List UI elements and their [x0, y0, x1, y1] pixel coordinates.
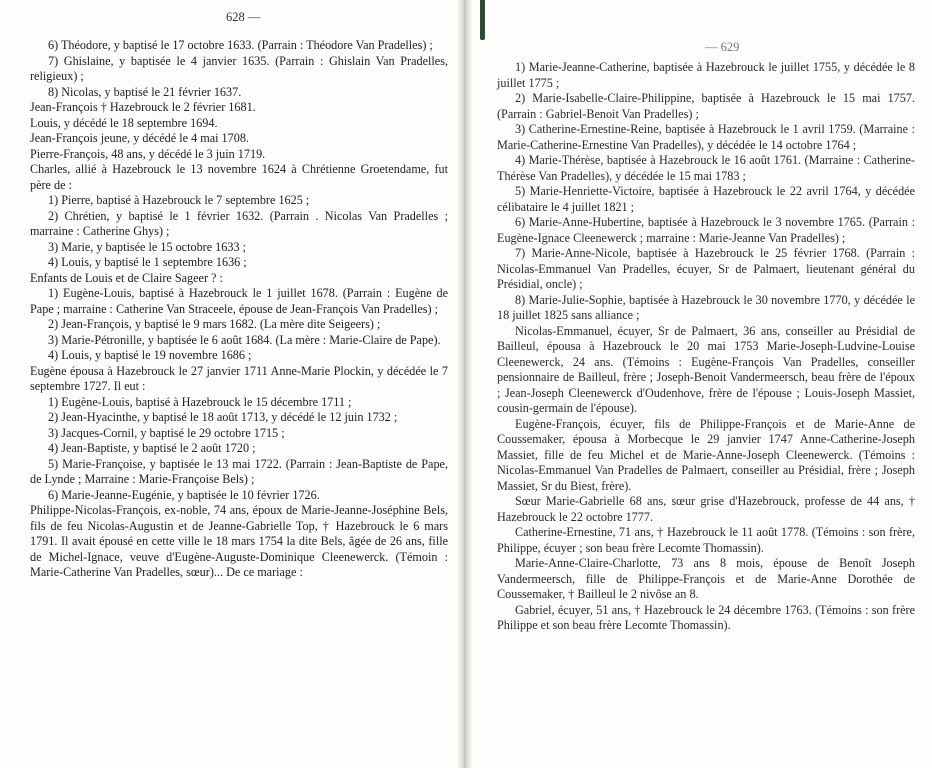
- paragraph: 6) Théodore, y baptisé le 17 octobre 1633. (Parrain : Théodore Van Pradelles) ;: [48, 38, 433, 52]
- paragraph: Sœur Marie-Gabrielle 68 ans, sœur grise d'Hazebrouck, professe de 44 ans, † Hazebrouck le 22 octobre 1777.: [497, 494, 915, 524]
- paragraph: 2) Jean-François, y baptisé le 9 mars 1682. (La mère dite Seigeers) ;: [48, 317, 381, 331]
- left-page-number: 628 —: [226, 10, 261, 24]
- paragraph: 2) Marie-Isabelle-Claire-Philippine, baptisée à Hazebrouck le 15 mai 1757. (Parrain : Gabriel-Benoit Van Pradelles) ;: [497, 91, 915, 121]
- paragraph: Eugène-François, écuyer, fils de Philippe-François et de Marie-Anne de Coussemaker, épousa à Morbecque le 29 janvier 1747 Anne-Catherine-Joseph Massiet, fille de feu Michel et de Marie-Anne-Joseph Cleenewerck. (Témoins : Nicolas-Emmanuel Van Pradelles de Palmaert, conseiller au Présidial, frère ; Joseph Massiet, Sr du Biest, frère).: [497, 416, 915, 493]
- paragraph: 8) Nicolas, y baptisé le 21 février 1637.: [48, 84, 242, 99]
- paragraph: Gabriel, écuyer, 51 ans, † Hazebrouck le 24 décembre 1763. (Témoins : son frère Philippe et son beau frère Lecomte Thomassin).: [497, 602, 915, 632]
- paragraph: 2) Chrétien, y baptisé le 1 février 1632. (Parrain . Nicolas Van Pradelles ; marraine : Catherine Ghys) ;: [30, 208, 448, 238]
- paragraph: 7) Marie-Anne-Nicole, baptisée à Hazebrouck le 25 février 1768. (Parrain : Nicolas-Emmanuel Van Pradelles, écuyer, Sr de Palmaert, lieutenant général du Présidial, oncle) ;: [497, 246, 915, 291]
- paragraph: 4) Marie-Thérèse, baptisée à Hazebrouck le 16 août 1761. (Marraine : Catherine-Thérèse Van Pradelles), y décédée le 15 mai 1783 ;: [497, 153, 915, 183]
- paragraph: Eugène épousa à Hazebrouck le 27 janvier 1711 Anne-Marie Plockin, y décédée le 7 septembre 1727. Il eut :: [30, 363, 448, 393]
- paragraph: 3) Catherine-Ernestine-Reine, baptisée à Hazebrouck le 1 avril 1759. (Marraine : Marie-Catherine-Ernestine Van Pradelles), y décédée le 14 octobre 1764 ;: [497, 122, 915, 152]
- paragraph: 1) Eugène-Louis, baptisé à Hazebrouck le 15 décembre 1711 ;: [48, 394, 352, 409]
- paragraph: Philippe-Nicolas-François, ex-noble, 74 ans, époux de Marie-Jeanne-Joséphine Bels, fils de feu Nicolas-Augustin et de Jeanne-Gabrielle Top, † Hazebrouck le 6 mars 1791. Il avait épousé en cette ville le 18 mars 1754 la dite Bels, âgée de 26 ans, fille de Michel-Ignace, veuve d'Eugène-Auguste-Dominique Cleenewerck. (Témoin : Marie-Catherine Van Pradelles, sœur)... De ce mariage :: [30, 503, 448, 579]
- paragraph: 3) Marie-Pétronille, y baptisée le 6 août 1684. (La mère : Marie-Claire de Pape).: [48, 332, 441, 347]
- paragraph: 6) Marie-Anne-Hubertine, baptisée à Hazebrouck le 3 novembre 1765. (Parrain : Eugène-Ignace Cleenewerck ; marraine : Marie-Jeanne Van Pradelles) ;: [497, 215, 915, 245]
- paragraph: Charles, allié à Hazebrouck le 13 novembre 1624 à Chrétienne Groetendame, fut père de :: [30, 162, 448, 192]
- paragraph: Catherine-Ernestine, 71 ans, † Hazebrouck le 11 août 1778. (Témoins : son frère, Philippe, écuyer ; son beau frère Lecomte Thomassin).: [497, 525, 915, 555]
- right-page-number: — 629: [705, 40, 740, 54]
- left-page: [30, 0, 448, 768]
- paragraph: Jean-François † Hazebrouck le 2 février 1681.: [30, 100, 256, 114]
- paragraph: 5) Marie-Françoise, y baptisée le 13 mai 1722. (Parrain : Jean-Baptiste de Pape, de Lynde ; Marraine : Marie-Françoise Bels) ;: [30, 456, 448, 486]
- paragraph: 3) Marie, y baptisée le 15 octobre 1633 ;: [48, 239, 246, 254]
- paragraph: 3) Jacques-Cornil, y baptisé le 29 octobre 1715 ;: [48, 425, 285, 440]
- paragraph: 7) Ghislaine, y baptisée le 4 janvier 1635. (Parrain : Ghislain Van Pradelles, religieux) ;: [30, 53, 448, 83]
- right-page: [497, 0, 915, 768]
- paragraph: 4) Louis, y baptisé le 19 novembre 1686 ;: [48, 348, 252, 362]
- paragraph: 8) Marie-Julie-Sophie, baptisée à Hazebrouck le 30 novembre 1770, y décédée le 18 juillet 1825 sans alliance ;: [497, 292, 915, 322]
- paragraph: 5) Marie-Henriette-Victoire, baptisée à Hazebrouck le 22 avril 1764, y décédée célibataire le 4 juillet 1821 ;: [497, 184, 915, 214]
- paragraph: Jean-François jeune, y décédé le 4 mai 1708.: [30, 131, 249, 145]
- paragraph: Pierre-François, 48 ans, y décédé le 3 juin 1719.: [30, 146, 266, 161]
- paragraph: Nicolas-Emmanuel, écuyer, Sr de Palmaert, 36 ans, conseiller au Présidial de Bailleul, épousa à Hazebrouck le 20 mai 1753 Marie-Joseph-Ludvine-Louise Cleenewerck, 24 ans. (Témoins : Eugène-François Van Pradelles, conseiller pensionnaire de Bailleul, frère ; Joseph-Benoit Vandermeersch, beau frère de l'époux ; Jean-Joseph Cleenewerck d'Oudenhove, frère de l'épouse ; Louis-Joseph Massiet, cousin-germain de l'épouse).: [497, 323, 915, 415]
- paragraph: Marie-Anne-Claire-Charlotte, 73 ans 8 mois, épouse de Benoît Joseph Vandermeersch, fille de Philippe-François et de Marie-Anne Dorothée de Coussemaker, † Bailleul le 2 nivôse an 8.: [497, 556, 915, 601]
- paragraph: Louis, y décédé le 18 septembre 1694.: [30, 115, 218, 130]
- paragraph: 4) Louis, y baptisé le 1 septembre 1636 ;: [48, 255, 247, 269]
- bookmark-ribbon: [480, 0, 485, 40]
- left-page-text: [30, 38, 448, 581]
- book-gutter: [458, 0, 472, 768]
- right-page-text: [497, 60, 915, 634]
- paragraph: 6) Marie-Jeanne-Eugénie, y baptisée le 10 février 1726.: [48, 487, 320, 502]
- paragraph: 1) Pierre, baptisé à Hazebrouck le 7 septembre 1625 ;: [48, 193, 310, 207]
- paragraph: 4) Jean-Baptiste, y baptisé le 2 août 1720 ;: [48, 441, 256, 455]
- paragraph: 2) Jean-Hyacinthe, y baptisé le 18 août 1713, y décédé le 12 juin 1732 ;: [48, 410, 398, 424]
- paragraph: 1) Eugène-Louis, baptisé à Hazebrouck le 1 juillet 1678. (Parrain : Eugène de Pape ; marraine : Catherine Van Straceele, épouse de Jean-François Van Pradelles) ;: [30, 286, 448, 316]
- paragraph: Enfants de Louis et de Claire Sageer ? :: [30, 270, 223, 285]
- paragraph: 1) Marie-Jeanne-Catherine, baptisée à Hazebrouck le juillet 1755, y décédée le 8 juillet 1775 ;: [497, 60, 915, 90]
